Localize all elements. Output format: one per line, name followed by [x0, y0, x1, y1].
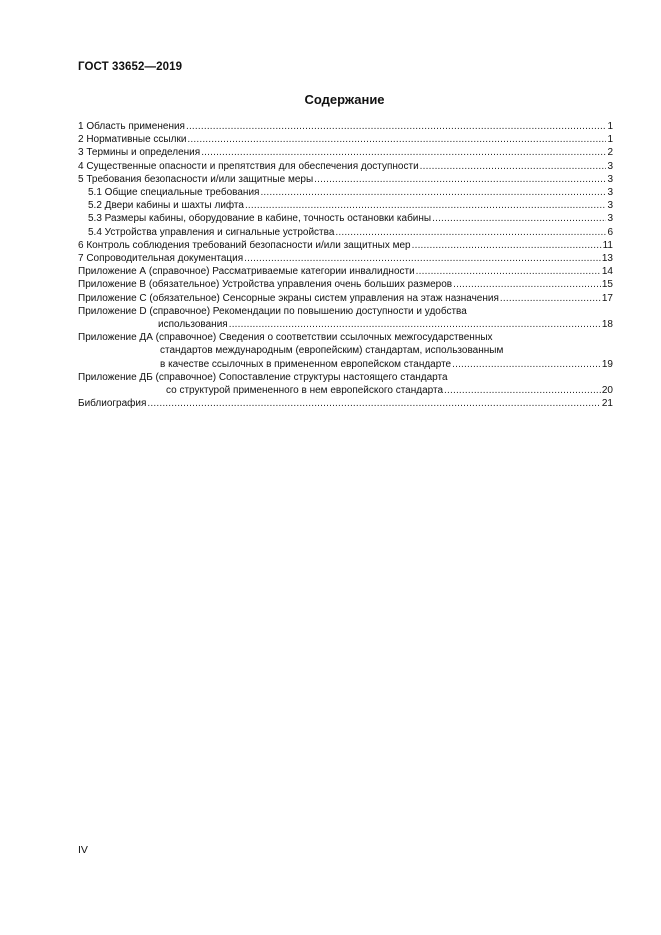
toc-page: 21	[601, 398, 613, 410]
toc-entry-text: в качестве ссылочных в примененном европейском стандарте	[160, 358, 452, 370]
toc-leader	[500, 292, 601, 305]
toc-leader	[229, 318, 601, 331]
toc-leader	[416, 265, 601, 278]
toc-entry-text: Библиография	[78, 398, 147, 410]
toc-entry-text: 7 Сопроводительная документация	[78, 253, 244, 265]
toc-subentry[interactable]	[78, 186, 613, 199]
toc-leader	[186, 120, 606, 133]
toc-entry-text: 5.4 Устройства управления и сигнальные устройства	[88, 226, 335, 238]
toc-entry-multiline[interactable]	[78, 371, 613, 397]
toc-entry-text: стандартов международным (европейским) стандартам, использованным	[160, 345, 504, 357]
toc-entry-multiline[interactable]	[78, 305, 613, 331]
toc-page: 6	[607, 226, 613, 238]
toc-entry-line	[78, 305, 613, 318]
toc-entry-text: 2 Нормативные ссылки	[78, 134, 187, 146]
toc-entry-line	[78, 384, 613, 397]
toc-leader	[432, 212, 606, 225]
toc-entry-text: со структурой примененного в нем европейского стандарта	[166, 385, 444, 397]
toc-page: 20	[601, 385, 613, 397]
table-of-contents	[78, 120, 613, 410]
toc-entry-text: 5.1 Общие специальные требования	[88, 187, 260, 199]
toc-leader	[335, 226, 606, 239]
toc-entry-text: Приложение ДА (справочное) Сведения о соответствии ссылочных межгосударственных	[78, 332, 493, 344]
toc-leader	[452, 358, 601, 371]
toc-title: Содержание	[304, 92, 385, 107]
toc-entry-text: Приложение С (обязательное) Сенсорные экраны систем управления на этаж назначения	[78, 292, 499, 304]
toc-entry-line	[78, 344, 613, 357]
toc-leader	[260, 186, 606, 199]
toc-entry-text: Приложение ДБ (справочное) Сопоставление структуры настоящего стандарта	[78, 371, 448, 383]
toc-entry-line	[78, 331, 613, 344]
toc-page: 11	[602, 239, 613, 251]
toc-entry[interactable]	[78, 278, 613, 291]
toc-entry-line	[78, 358, 613, 371]
toc-entry-text: использования	[158, 319, 228, 331]
toc-entry[interactable]	[78, 292, 613, 305]
toc-entry-line	[78, 371, 613, 384]
toc-entry-text: Приложение А (справочное) Рассматриваемые категории инвалидности	[78, 266, 415, 278]
toc-entry-text: 4 Существенные опасности и препятствия для обеспечения доступности	[78, 160, 419, 172]
document-code: ГОСТ 33652—2019	[78, 61, 183, 73]
toc-entry-text: 5.3 Размеры кабины, оборудование в кабине, точность остановки кабины	[88, 213, 432, 225]
toc-page: 3	[607, 173, 613, 185]
toc-page: 3	[607, 213, 613, 225]
toc-page: 19	[601, 358, 613, 370]
toc-leader	[444, 384, 601, 397]
toc-leader	[412, 239, 602, 252]
toc-page: 1	[607, 134, 613, 146]
toc-entry[interactable]	[78, 120, 613, 133]
toc-entry[interactable]	[78, 146, 613, 159]
toc-page: 18	[601, 319, 613, 331]
toc-entry-line	[78, 318, 613, 331]
toc-leader	[187, 133, 606, 146]
toc-leader	[314, 173, 606, 186]
toc-leader	[420, 160, 607, 173]
toc-entry-text: 3 Термины и определения	[78, 147, 201, 159]
toc-entry-text: 5.2 Двери кабины и шахты лифта	[88, 200, 244, 212]
toc-page: 1	[607, 121, 613, 132]
toc-entry-multiline[interactable]	[78, 331, 613, 371]
toc-page: 17	[601, 292, 613, 304]
toc-entry[interactable]	[78, 252, 613, 265]
toc-subentry[interactable]	[78, 212, 613, 225]
toc-entry[interactable]	[78, 239, 613, 252]
toc-entry[interactable]	[78, 133, 613, 146]
toc-page: 14	[601, 266, 613, 278]
toc-leader	[147, 397, 600, 410]
toc-page: 2	[607, 147, 613, 159]
toc-entry[interactable]	[78, 265, 613, 278]
toc-page: 3	[607, 160, 613, 172]
page-number: IV	[78, 844, 88, 856]
toc-page: 15	[601, 279, 613, 291]
toc-entry[interactable]	[78, 160, 613, 173]
toc-entry-text: 6 Контроль соблюдения требований безопасности и/или защитных мер	[78, 239, 411, 251]
toc-leader	[244, 252, 601, 265]
toc-subentry[interactable]	[78, 226, 613, 239]
toc-entry[interactable]	[78, 173, 613, 186]
toc-entry-text: 1 Область применения	[78, 121, 185, 132]
toc-page: 3	[607, 187, 613, 199]
toc-leader	[453, 278, 601, 291]
toc-leader	[245, 199, 607, 212]
toc-page: 3	[607, 200, 613, 212]
toc-entry-text: Приложение В (обязательное) Устройства управления очень больших размеров	[78, 279, 453, 291]
toc-entry-text: 5 Требования безопасности и/или защитные меры	[78, 173, 314, 185]
toc-entry-text: Приложение D (справочное) Рекомендации по повышению доступности и удобства	[78, 305, 467, 317]
toc-entry[interactable]	[78, 397, 613, 410]
toc-leader	[201, 146, 606, 159]
toc-page: 13	[601, 253, 613, 265]
toc-subentry[interactable]	[78, 199, 613, 212]
